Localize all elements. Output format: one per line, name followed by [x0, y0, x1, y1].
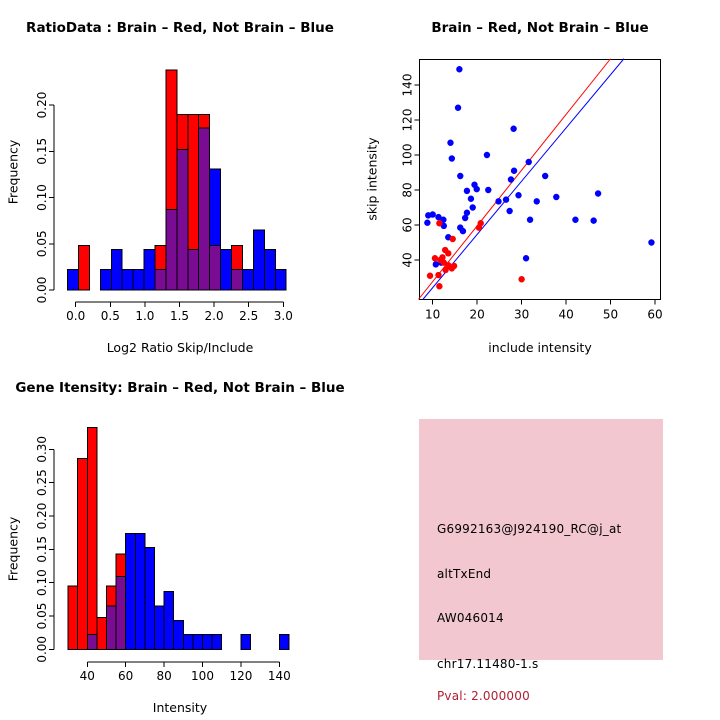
- pval-text: Pval: 2.000000: [437, 689, 530, 703]
- svg-text:120: 120: [400, 108, 415, 132]
- svg-text:0.0: 0.0: [66, 309, 86, 323]
- svg-text:0.5: 0.5: [100, 309, 120, 323]
- svg-text:60: 60: [647, 307, 663, 322]
- svg-text:3.0: 3.0: [273, 309, 293, 323]
- svg-text:10: 10: [425, 307, 441, 322]
- chart-title: Gene Itensity: Brain – Red, Not Brain – Blue: [15, 380, 345, 396]
- svg-text:0.05: 0.05: [35, 602, 49, 630]
- y-axis-label: skip intensity: [364, 137, 380, 221]
- panel-skip-include-scatter: [360, 0, 720, 360]
- svg-text:120: 120: [229, 669, 253, 683]
- svg-text:80: 80: [400, 182, 415, 198]
- svg-text:40: 40: [79, 669, 95, 683]
- panel-gene-info: [360, 360, 720, 720]
- svg-text:1.5: 1.5: [169, 309, 190, 323]
- svg-text:100: 100: [400, 143, 415, 167]
- histogram-canvas: [0, 360, 360, 720]
- x-axis-label: Intensity: [152, 700, 208, 715]
- svg-text:60: 60: [400, 217, 415, 233]
- svg-text:0.20: 0.20: [35, 502, 49, 530]
- svg-text:50: 50: [602, 307, 619, 322]
- svg-text:0.15: 0.15: [35, 137, 49, 165]
- svg-text:0.30: 0.30: [35, 435, 49, 463]
- svg-text:40: 40: [400, 252, 415, 268]
- scatter-canvas: [360, 0, 720, 360]
- svg-text:0.20: 0.20: [35, 91, 49, 119]
- svg-text:2.0: 2.0: [204, 309, 224, 323]
- svg-text:40: 40: [558, 307, 574, 322]
- svg-text:0.10: 0.10: [35, 569, 49, 596]
- gene-info-card: [419, 419, 663, 703]
- chart-title: Brain – Red, Not Brain – Blue: [431, 20, 649, 36]
- svg-text:100: 100: [191, 669, 214, 683]
- svg-text:2.5: 2.5: [239, 309, 259, 323]
- svg-text:0.25: 0.25: [35, 469, 49, 496]
- svg-text:60: 60: [118, 669, 134, 683]
- svg-text:140: 140: [400, 73, 415, 97]
- svg-text:0.10: 0.10: [35, 184, 49, 211]
- panel-ratio-histogram: [0, 0, 360, 360]
- probe-id-text: G6992163@J924190_RC@j_at: [437, 522, 622, 536]
- x-axis-label: include intensity: [488, 340, 592, 355]
- locus-text: chr17.11480-1.s: [437, 657, 539, 671]
- histogram-canvas: [0, 0, 360, 360]
- svg-text:0.00: 0.00: [35, 276, 49, 304]
- accession-text: AW046014: [437, 611, 504, 625]
- svg-text:1.0: 1.0: [135, 309, 155, 323]
- svg-text:30: 30: [513, 307, 530, 322]
- svg-text:80: 80: [156, 669, 172, 683]
- svg-text:20: 20: [469, 307, 485, 322]
- svg-text:0.00: 0.00: [35, 635, 49, 663]
- y-axis-label: Frequency: [5, 139, 21, 205]
- svg-text:0.15: 0.15: [35, 535, 49, 563]
- panel-gene-intensity-histogram: [0, 360, 360, 720]
- event-type-text: altTxEnd: [437, 567, 492, 581]
- svg-text:0.05: 0.05: [35, 230, 49, 258]
- y-axis-label: Frequency: [5, 516, 21, 582]
- svg-text:140: 140: [267, 669, 291, 683]
- x-axis-label: Log2 Ratio Skip/Include: [106, 340, 254, 355]
- chart-title: RatioData : Brain – Red, Not Brain – Blue: [26, 20, 334, 36]
